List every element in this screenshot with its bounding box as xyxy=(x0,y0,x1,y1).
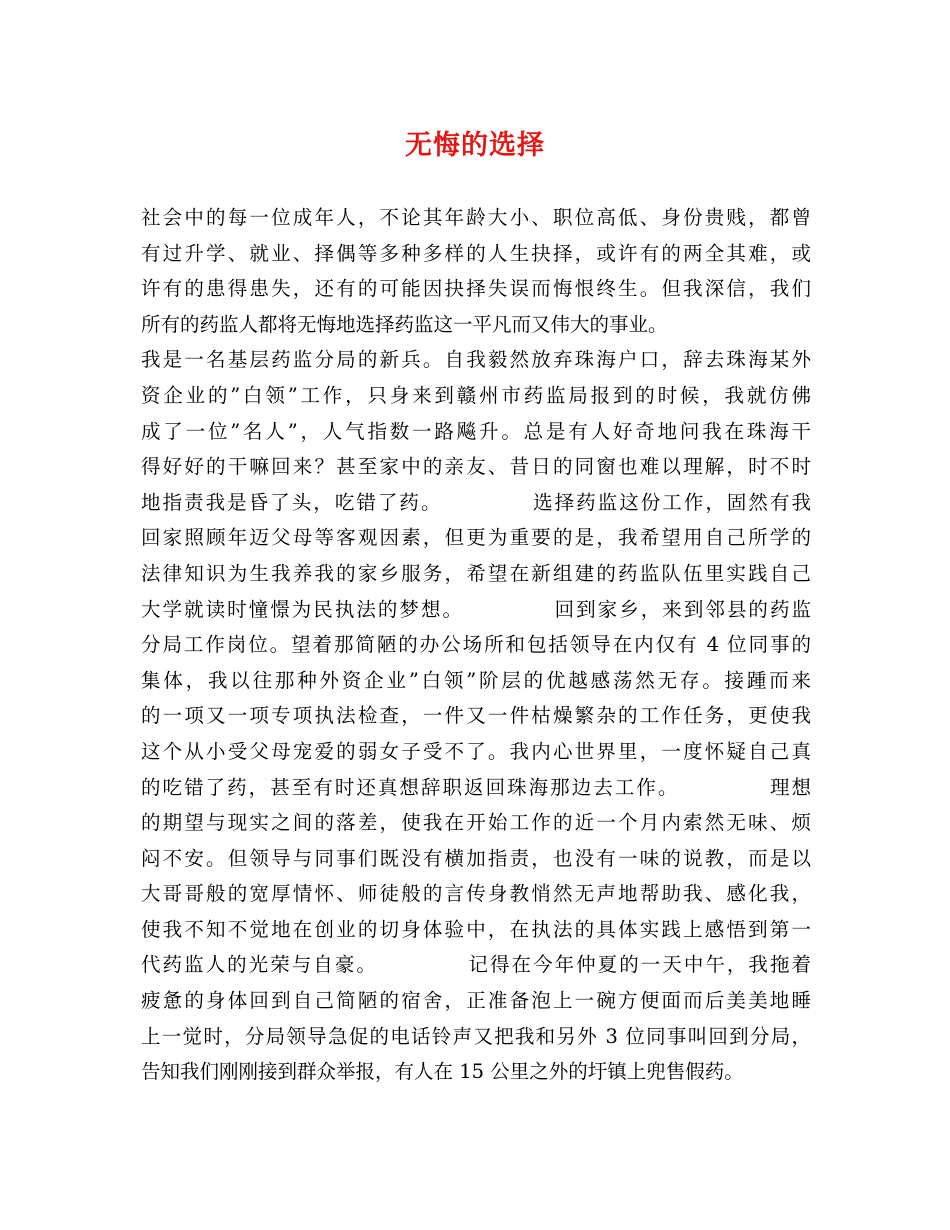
text-line: 上一觉时，分局领导急促的电话铃声又把我和另外 3 位同事叫回到分局， xyxy=(141,1024,811,1048)
text-line: 的吃错了药，甚至有时还真想辞职返回珠海那边去工作。 理想 xyxy=(141,775,811,799)
text-line: 成了一位”名人”，人气指数一路飚升。总是有人好奇地问我在珠海干 xyxy=(141,419,811,443)
text-line: 回家照顾年迈父母等客观因素，但更为重要的是，我希望用自己所学的 xyxy=(141,526,811,550)
text-line: 得好好的干嘛回来？甚至家中的亲友、昔日的同窗也难以理解，时不时 xyxy=(141,455,811,479)
text-line: 我是一名基层药监分局的新兵。自我毅然放弃珠海户口，辞去珠海某外 xyxy=(141,348,811,372)
text-line: 的期望与现实之间的落差，使我在开始工作的近一个月内索然无味、烦 xyxy=(141,811,811,835)
text-line: 代药监人的光荣与自豪。 记得在今年仲夏的一天中午，我拖着 xyxy=(141,953,811,977)
text-line: 分局工作岗位。望着那简陋的办公场所和包括领导在内仅有 4 位同事的 xyxy=(141,633,811,657)
text-line: 许有的患得患失，还有的可能因抉择失误而悔恨终生。但我深信，我们 xyxy=(141,277,811,301)
text-line: 资企业的”白领”工作，只身来到赣州市药监局报到的时候，我就仿佛 xyxy=(141,383,811,407)
text-line: 这个从小受父母宠爱的弱女子受不了。我内心世界里，一度怀疑自己真 xyxy=(141,739,811,763)
text-line: 所有的药监人都将无悔地选择药监这一平凡而又伟大的事业。 xyxy=(141,312,668,336)
text-line: 法律知识为生我养我的家乡服务，希望在新组建的药监队伍里实践自己 xyxy=(141,561,811,585)
text-line: 大哥哥般的宽厚情怀、师徒般的言传身教悄然无声地帮助我、感化我， xyxy=(141,882,811,906)
text-line: 的一项又一项专项执法检查，一件又一件枯燥繁杂的工作任务，更使我 xyxy=(141,704,811,728)
text-line: 疲惫的身体回到自己简陋的宿舍，正准备泡上一碗方便面而后美美地睡 xyxy=(141,989,811,1013)
text-line: 使我不知不觉地在创业的切身体验中，在执法的具体实践上感悟到第一 xyxy=(141,917,811,941)
document-title: 无悔的选择 xyxy=(405,130,545,161)
text-line: 集体，我以往那种外资企业”白领”阶层的优越感荡然无存。接踵而来 xyxy=(141,668,811,692)
text-line: 地指责我是昏了头，吃错了药。 选择药监这份工作，固然有我 xyxy=(141,490,811,514)
text-line: 大学就读时憧憬为民执法的梦想。 回到家乡，来到邻县的药监 xyxy=(141,597,811,621)
text-line: 闷不安。但领导与同事们既没有横加指责，也没有一味的说教，而是以 xyxy=(141,846,811,870)
document-body xyxy=(141,200,811,1090)
text-line: 告知我们刚刚接到群众举报，有人在 15 公里之外的圩镇上兜售假药。 xyxy=(141,1060,744,1084)
text-line: 社会中的每一位成年人，不论其年龄大小、职位高低、身份贵贱，都曾 xyxy=(141,206,811,229)
text-line: 有过升学、就业、择偶等多种多样的人生抉择，或许有的两全其难，或 xyxy=(141,241,811,265)
